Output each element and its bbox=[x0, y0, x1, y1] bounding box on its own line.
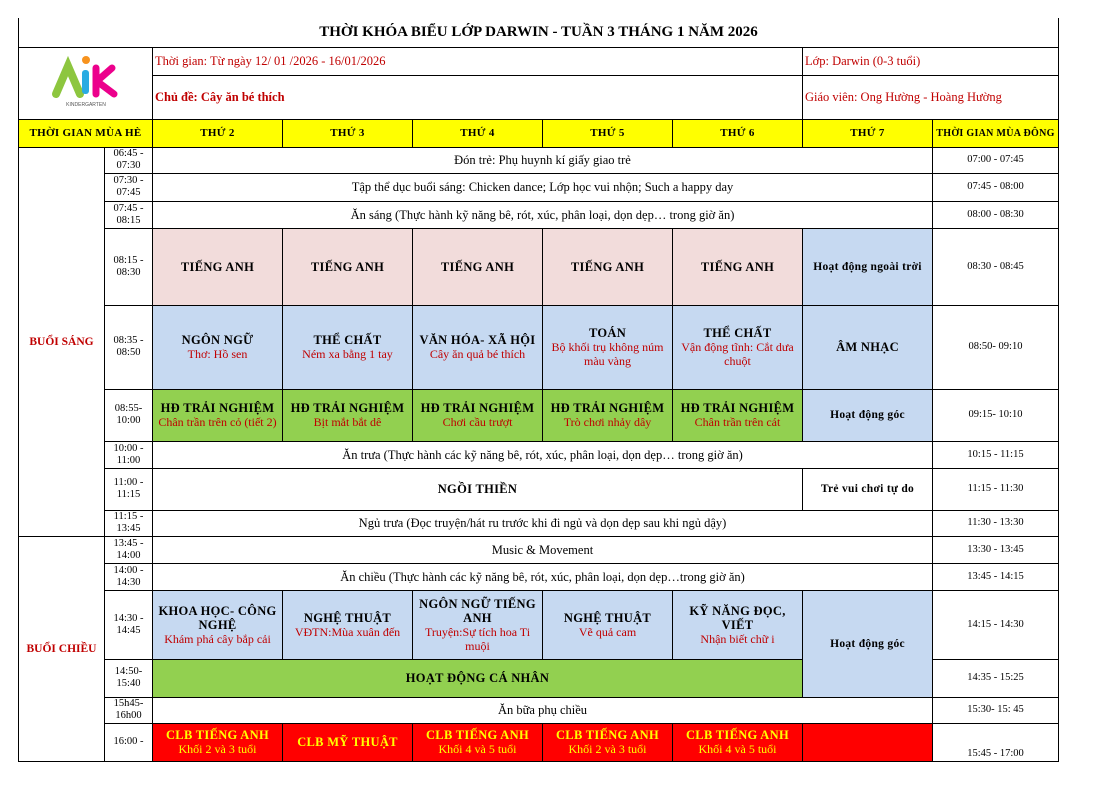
winter-time: 11:30 - 13:30 bbox=[933, 510, 1059, 536]
timetable-title: THỜI KHÓA BIỂU LỚP DARWIN - TUẦN 3 THÁNG 1 NĂM 2026 bbox=[19, 18, 1059, 47]
lesson-tue bbox=[283, 305, 413, 389]
header-wednesday: THỨ 4 bbox=[413, 119, 543, 147]
winter-time: 08:00 - 08:30 bbox=[933, 201, 1059, 228]
activity-breakfast: Ăn sáng (Thực hành kỹ năng bê, rót, xúc, phân loại, dọn dẹp… trong giờ ăn) bbox=[153, 201, 933, 228]
activity-lunch: Ăn trưa (Thực hành các kỹ năng bê, rót, xúc, phân loại, dọn dẹp… trong giờ ăn) bbox=[153, 441, 933, 468]
header-thursday: THỨ 5 bbox=[543, 119, 673, 147]
lesson-subject: VĂN HÓA- XÃ HỘI bbox=[419, 333, 536, 347]
music-sat: ÂM NHẠC bbox=[803, 305, 933, 389]
class-name: Lớp: Darwin (0-3 tuổi) bbox=[803, 47, 1059, 75]
activity-meditation: NGỒI THIỀN bbox=[153, 468, 803, 510]
club-mon bbox=[153, 723, 283, 761]
experience-thu bbox=[543, 389, 673, 441]
experience-detail: Chân trần trên cỏ (tiết 2) bbox=[158, 415, 277, 429]
english-fri: TIẾNG ANH bbox=[673, 228, 803, 305]
lesson-subject: NGÔN NGỮ bbox=[181, 333, 254, 347]
club-fri bbox=[673, 723, 803, 761]
club-title: CLB TIẾNG ANH bbox=[555, 728, 659, 742]
logo-subtext: KINDERGARTEN bbox=[65, 101, 106, 108]
summer-time: 06:45 - 07:30 bbox=[105, 147, 153, 173]
afternoon-lesson-fri bbox=[673, 590, 803, 659]
lesson-detail: Truyện:Sự tích hoa Ti muội bbox=[424, 624, 531, 653]
experience-title: HĐ TRẢI NGHIỆM bbox=[550, 401, 665, 415]
experience-fri bbox=[673, 389, 803, 441]
winter-time: 09:15- 10:10 bbox=[933, 389, 1059, 441]
club-title: CLB TIẾNG ANH bbox=[425, 728, 529, 742]
activity-music-movement: Music & Movement bbox=[153, 536, 933, 563]
teacher-names: Giáo viên: Ong Hường - Hoàng Hường bbox=[803, 75, 1059, 119]
winter-time: 14:35 - 15:25 bbox=[933, 659, 1059, 697]
lesson-thu bbox=[543, 305, 673, 389]
activity-pickup: Đón trẻ: Phụ huynh kí giấy giao trẻ bbox=[153, 147, 933, 173]
afternoon-lesson-wed bbox=[413, 590, 543, 659]
winter-time: 08:30 - 08:45 bbox=[933, 228, 1059, 305]
lesson-subject: NGHỆ THUẬT bbox=[303, 610, 392, 625]
lesson-subject: TOÁN bbox=[588, 326, 627, 340]
summer-time: 14:50- 15:40 bbox=[105, 659, 153, 697]
session-morning: BUỔI SÁNG bbox=[19, 147, 105, 536]
club-detail: Khối 2 và 3 tuổi bbox=[178, 742, 257, 756]
summer-time: 08:15 - 08:30 bbox=[105, 228, 153, 305]
outdoor-activity-sat: Hoạt động ngoài trời bbox=[803, 228, 933, 305]
english-wed: TIẾNG ANH bbox=[413, 228, 543, 305]
winter-time: 14:15 - 14:30 bbox=[933, 590, 1059, 659]
lesson-subject: KHOA HỌC- CÔNG NGHỆ bbox=[158, 603, 277, 632]
experience-detail: Trò chơi nhảy dây bbox=[563, 415, 652, 429]
lesson-detail: VĐTN:Mùa xuân đến bbox=[294, 624, 401, 639]
experience-title: HĐ TRẢI NGHIỆM bbox=[680, 401, 795, 415]
lesson-subject: THỂ CHẤT bbox=[703, 326, 772, 340]
header-winter-time: THỜI GIAN MÙA ĐÔNG bbox=[933, 119, 1059, 147]
lesson-subject: THỂ CHẤT bbox=[313, 333, 382, 347]
header-summer-time: THỜI GIAN MÙA HÈ bbox=[19, 119, 153, 147]
summer-time: 11:15 - 13:45 bbox=[105, 510, 153, 536]
summer-time: 07:45 - 08:15 bbox=[105, 201, 153, 228]
experience-detail: Chơi cầu trượt bbox=[442, 415, 513, 429]
lesson-detail: Khám phá cây bắp cải bbox=[164, 631, 271, 646]
lesson-subject: KỸ NĂNG ĐỌC, VIẾT bbox=[689, 603, 786, 632]
summer-time: 16:00 - bbox=[105, 723, 153, 761]
experience-wed bbox=[413, 389, 543, 441]
winter-time: 13:45 - 14:15 bbox=[933, 563, 1059, 590]
lesson-mon bbox=[153, 305, 283, 389]
lesson-detail: Vẽ quả cam bbox=[578, 624, 637, 639]
activity-nap: Ngủ trưa (Đọc truyện/hát ru trước khi đi ngủ và dọn dẹp sau khi ngủ dậy) bbox=[153, 510, 933, 536]
summer-time: 08:55- 10:00 bbox=[105, 389, 153, 441]
activity-individual: HOẠT ĐỘNG CÁ NHÂN bbox=[153, 659, 803, 697]
header-tuesday: THỨ 3 bbox=[283, 119, 413, 147]
club-thu bbox=[543, 723, 673, 761]
winter-time: 15:30- 15: 45 bbox=[933, 697, 1059, 723]
summer-time: 11:00 - 11:15 bbox=[105, 468, 153, 510]
club-detail: Khối 4 và 5 tuổi bbox=[438, 742, 517, 756]
header-friday: THỨ 6 bbox=[673, 119, 803, 147]
winter-time: 10:15 - 11:15 bbox=[933, 441, 1059, 468]
summer-time: 13:45 - 14:00 bbox=[105, 536, 153, 563]
corner-activity-sat: Hoạt động góc bbox=[803, 389, 933, 441]
club-detail: Khối 4 và 5 tuổi bbox=[698, 742, 777, 756]
club-title: CLB MỸ THUẬT bbox=[297, 735, 398, 749]
summer-time: 14:00 - 14:30 bbox=[105, 563, 153, 590]
free-play-sat: Trẻ vui chơi tự do bbox=[803, 468, 933, 510]
week-dates: Thời gian: Từ ngày 12/ 01 /2026 - 16/01/2026 bbox=[153, 47, 803, 75]
winter-time: 15:45 - 17:00 bbox=[933, 723, 1059, 761]
club-tue bbox=[283, 723, 413, 761]
experience-tue bbox=[283, 389, 413, 441]
timetable bbox=[18, 18, 1059, 762]
theme: Chủ đề: Cây ăn bé thích bbox=[153, 75, 803, 119]
club-title: CLB TIẾNG ANH bbox=[685, 728, 789, 742]
summer-time: 07:30 - 07:45 bbox=[105, 173, 153, 201]
lesson-subject: NGHỆ THUẬT bbox=[563, 610, 652, 625]
experience-detail: Chân trần trên cát bbox=[694, 415, 781, 429]
winter-time: 07:45 - 08:00 bbox=[933, 173, 1059, 201]
winter-time: 11:15 - 11:30 bbox=[933, 468, 1059, 510]
activity-afternoon-snack: Ăn bữa phụ chiều bbox=[153, 697, 933, 723]
afternoon-lesson-mon bbox=[153, 590, 283, 659]
activity-morning-exercise: Tập thể dục buổi sáng: Chicken dance; Lớp học vui nhộn; Such a happy day bbox=[153, 173, 933, 201]
club-sat-empty bbox=[803, 723, 933, 761]
activity-afternoon-meal: Ăn chiều (Thực hành các kỹ năng bê, rót, xúc, phân loại, dọn dẹp…trong giờ ăn) bbox=[153, 563, 933, 590]
school-logo bbox=[19, 47, 153, 119]
lesson-subject: NGÔN NGỮ TIẾNG ANH bbox=[419, 596, 536, 625]
afternoon-lesson-tue bbox=[283, 590, 413, 659]
lesson-detail: Nhận biết chữ i bbox=[700, 631, 775, 646]
experience-title: HĐ TRẢI NGHIỆM bbox=[160, 401, 275, 415]
corner-activity-afternoon-sat: Hoạt động góc bbox=[803, 590, 933, 697]
lesson-detail: Cây ăn quả bé thích bbox=[429, 347, 526, 361]
club-title: CLB TIẾNG ANH bbox=[165, 728, 269, 742]
winter-time: 07:00 - 07:45 bbox=[933, 147, 1059, 173]
afternoon-lesson-thu bbox=[543, 590, 673, 659]
club-wed bbox=[413, 723, 543, 761]
lesson-detail: Ném xa bằng 1 tay bbox=[302, 347, 393, 361]
winter-time: 13:30 - 13:45 bbox=[933, 536, 1059, 563]
english-thu: TIẾNG ANH bbox=[543, 228, 673, 305]
summer-time: 08:35 - 08:50 bbox=[105, 305, 153, 389]
english-mon: TIẾNG ANH bbox=[153, 228, 283, 305]
lesson-detail: Vận động tĩnh: Cắt dưa chuột bbox=[681, 340, 794, 368]
lesson-detail: Bộ khối trụ không núm màu vàng bbox=[551, 340, 664, 368]
header-saturday: THỨ 7 bbox=[803, 119, 933, 147]
experience-title: HĐ TRẢI NGHIỆM bbox=[290, 401, 405, 415]
experience-mon bbox=[153, 389, 283, 441]
lesson-fri bbox=[673, 305, 803, 389]
summer-time: 10:00 - 11:00 bbox=[105, 441, 153, 468]
session-afternoon: BUỔI CHIỀU bbox=[19, 536, 105, 761]
header-monday: THỨ 2 bbox=[153, 119, 283, 147]
english-tue: TIẾNG ANH bbox=[283, 228, 413, 305]
experience-detail: Bịt mắt bắt dê bbox=[313, 415, 382, 429]
club-detail: Khối 2 và 3 tuổi bbox=[568, 742, 647, 756]
aik-logo-icon bbox=[46, 54, 126, 110]
summer-time: 15h45- 16h00 bbox=[105, 697, 153, 723]
experience-title: HĐ TRẢI NGHIỆM bbox=[420, 401, 535, 415]
lesson-detail: Thơ: Hồ sen bbox=[187, 347, 248, 361]
lesson-wed bbox=[413, 305, 543, 389]
winter-time: 08:50- 09:10 bbox=[933, 305, 1059, 389]
summer-time: 14:30 - 14:45 bbox=[105, 590, 153, 659]
